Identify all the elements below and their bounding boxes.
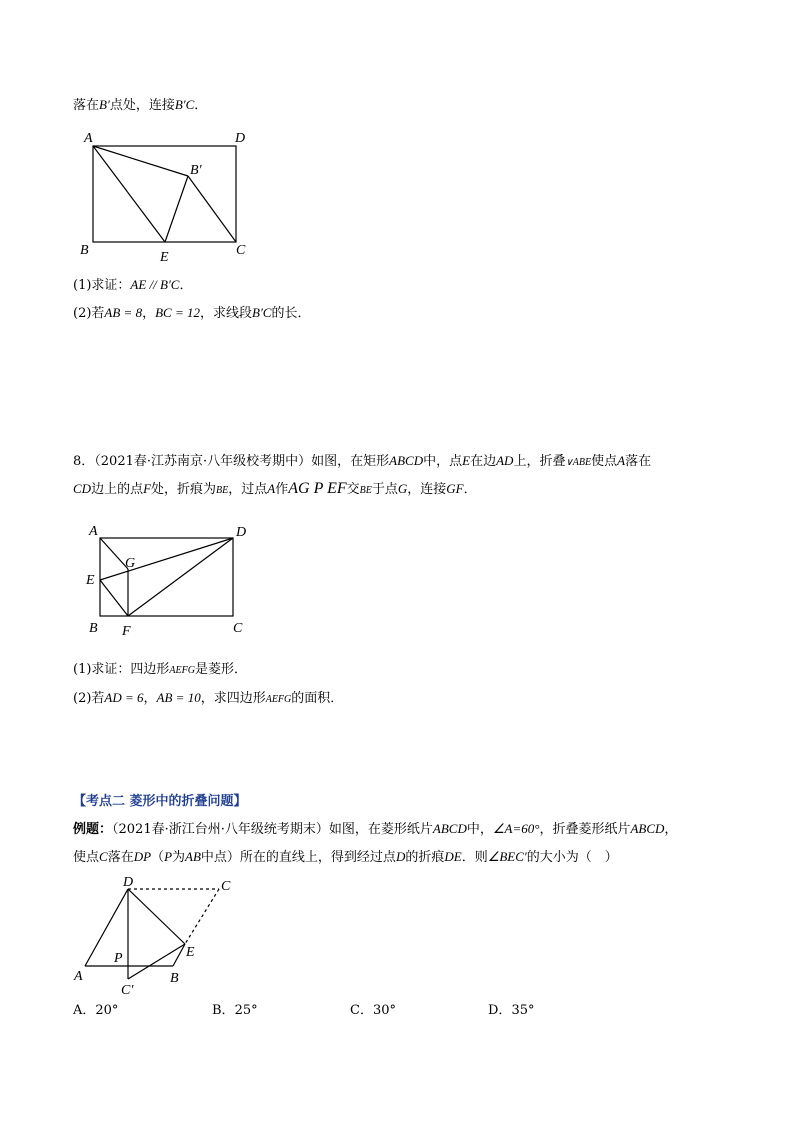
q8-part2: (2)若AD = 6，AB = 10，求四边形AEFG的面积． (73, 690, 344, 706)
ex-label-c: C (221, 879, 231, 894)
ex-label-d: D (123, 875, 134, 890)
q7-part1: (1)求证：AE // B′C． (73, 277, 193, 293)
q8-label-b: B (89, 621, 98, 636)
q8-label-d: D (236, 525, 247, 540)
q7-label-bp: B′ (190, 163, 202, 178)
option-b[interactable]: B．25° (212, 1003, 258, 1018)
example-line2: 使点C落在DP（P为AB中点）所在的直线上，得到经过点D的折痕DE．则∠BEC′的大小为（ ） (73, 849, 618, 865)
option-c[interactable]: C．30° (350, 1003, 396, 1018)
q8-label-f: F (122, 624, 131, 639)
ex-label-p: P (114, 951, 123, 966)
q7-label-c: C (236, 243, 246, 258)
q8-line2: CD边上的点F处，折痕为BE，过点A作AG P EF交BE于点G，连接GF． (73, 480, 477, 497)
ex-seg-de (128, 889, 185, 944)
q8-label-g: G (125, 556, 136, 571)
option-d[interactable]: D．35° (488, 1003, 535, 1018)
q7-intro: 落在B′点处，连接B′C． (73, 97, 208, 113)
ex-seg-ce-dashed (185, 889, 219, 944)
ex-label-b: B (170, 971, 179, 986)
q8-label-c: C (233, 621, 243, 636)
q7-label-a: A (84, 131, 93, 146)
ex-label-e: E (186, 945, 195, 960)
example-line1: 例题：（2021春·浙江台州·八年级统考期末）如图，在菱形纸片ABCD中，∠A=60°，折叠菱形纸片ABCD， (73, 821, 678, 837)
ex-label-cp: C′ (121, 983, 134, 998)
ex-label-a: A (74, 969, 83, 984)
section-heading: 【考点二 菱形中的折叠问题】 (73, 794, 247, 809)
q8-label-e: E (86, 573, 95, 588)
q7-part2: (2)若AB = 8，BC = 12，求线段B′C的长． (73, 305, 311, 321)
q8-label-a: A (89, 524, 98, 539)
q7-label-d: D (235, 131, 246, 146)
q8-line1: 8．（2021春·江苏南京·八年级校考期中）如图，在矩形ABCD中，点E在边AD上，折叠∨ABE使点A落在 (73, 453, 652, 469)
q7-label-e: E (160, 250, 169, 265)
q8-part1: (1)求证：四边形AEFG是菱形． (73, 662, 247, 677)
option-a[interactable]: A．20° (73, 1003, 119, 1018)
q7-label-b: B (80, 243, 89, 258)
